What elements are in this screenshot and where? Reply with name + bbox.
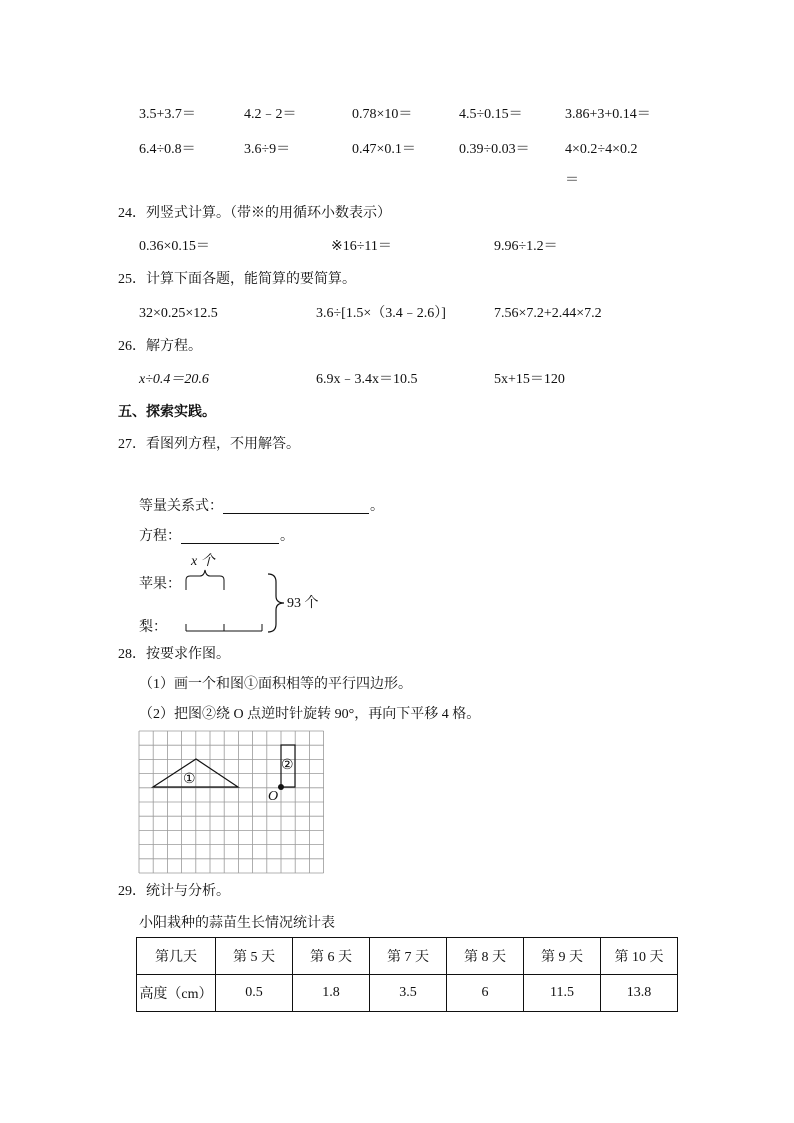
question-25-title: 25．计算下面各题，能简算的要简算。	[118, 272, 356, 287]
q25-item: 3.6÷[1.5×（3.4﹣2.6）]	[316, 306, 446, 321]
apple-label: 苹果：	[139, 577, 181, 592]
header-cell: 第 9 天	[524, 938, 601, 975]
q26-item: 5x+15＝120	[494, 372, 565, 387]
q24-item: 9.96÷1.2＝	[494, 239, 558, 254]
q26-item: x÷0.4＝20.6	[139, 372, 209, 387]
calc-item: 4.5÷0.15＝	[459, 107, 523, 122]
relation-label: 等量关系式：	[139, 499, 223, 514]
question-28-title: 28．按要求作图。	[118, 647, 230, 662]
value-cell: 13.8	[601, 975, 678, 1012]
section-heading: 五、探索实践。	[118, 405, 216, 420]
value-cell: 3.5	[370, 975, 447, 1012]
point-o-label: O	[268, 789, 279, 804]
question-27-title: 27．看图列方程，不用解答。	[118, 437, 300, 452]
q24-item: ※16÷11＝	[331, 239, 392, 254]
shape1-label: ①	[183, 772, 196, 787]
pear-label: 梨：	[139, 620, 167, 635]
table-header-row	[137, 938, 678, 975]
header-cell: 第 5 天	[216, 938, 293, 975]
header-cell: 第几天	[137, 938, 216, 975]
total-label: 93 个	[287, 596, 319, 611]
header-cell: 第 7 天	[370, 938, 447, 975]
value-cell: 1.8	[293, 975, 370, 1012]
header-cell: 第 6 天	[293, 938, 370, 975]
growth-table	[136, 937, 678, 1012]
calc-item: 0.39÷0.03＝	[459, 142, 530, 157]
q24-item: 0.36×0.15＝	[139, 239, 210, 254]
pear-segment	[186, 624, 262, 631]
header-cell: 第 8 天	[447, 938, 524, 975]
row-label: 高度（cm）	[137, 975, 216, 1012]
relation-end: 。	[370, 499, 384, 514]
calc-item: 6.4÷0.8＝	[139, 142, 196, 157]
table-caption: 小阳栽种的蒜苗生长情况统计表	[139, 916, 335, 931]
question-26-title: 26．解方程。	[118, 339, 202, 354]
q28-sub1: （1）画一个和图①面积相等的平行四边形。	[139, 677, 412, 692]
calc-item: 3.86+3+0.14＝	[565, 107, 651, 122]
calc-item-tail: ＝	[565, 173, 579, 188]
question-24-title: 24．列竖式计算。（带※的用循环小数表示）	[118, 206, 391, 221]
calc-item: 0.78×10＝	[352, 107, 413, 122]
equation-label: 方程：	[139, 529, 181, 544]
grid	[139, 731, 324, 873]
calc-item: 0.47×0.1＝	[352, 142, 416, 157]
table-row	[137, 975, 678, 1012]
q25-item: 32×0.25×12.5	[139, 306, 218, 321]
shape2-label: ②	[281, 758, 294, 773]
q25-item: 7.56×7.2+2.44×7.2	[494, 306, 602, 321]
calc-item: 3.6÷9＝	[244, 142, 291, 157]
q26-item: 6.9x﹣3.4x＝10.5	[316, 372, 418, 387]
calc-item: 4.2﹣2＝	[244, 107, 297, 122]
header-cell: 第 10 天	[601, 938, 678, 975]
equation-end: 。	[280, 529, 294, 544]
calc-item: 3.5+3.7＝	[139, 107, 196, 122]
value-cell: 6	[447, 975, 524, 1012]
x-label: x 个	[191, 554, 215, 569]
question-29-title: 29．统计与分析。	[118, 884, 230, 899]
value-cell: 11.5	[524, 975, 601, 1012]
total-brace	[268, 574, 284, 632]
q28-sub2: （2）把图②绕 O 点逆时针旋转 90°，再向下平移 4 格。	[139, 707, 481, 722]
point-o	[278, 784, 284, 790]
value-cell: 0.5	[216, 975, 293, 1012]
calc-item: 4×0.2÷4×0.2	[565, 142, 638, 157]
apple-brace	[186, 570, 224, 590]
